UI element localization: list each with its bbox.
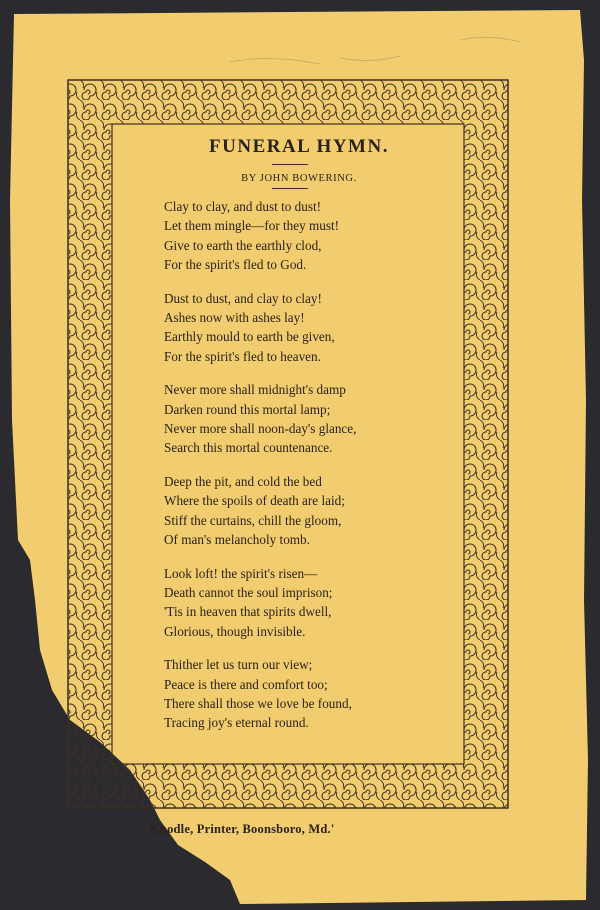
stanza-1 — [164, 197, 460, 275]
verse-line: Never more shall noon-day's glance, — [164, 421, 357, 437]
verse-line: Give to earth the earthly clod, — [164, 237, 322, 253]
verse-line: There shall those we love be found, — [164, 695, 352, 711]
verse-line: Search this mortal countenance. — [164, 440, 333, 456]
verse-line: 'Tis in heaven that spirits dwell, — [164, 604, 332, 620]
verse-line: Glorious, though invisible. — [164, 623, 306, 639]
hymn-title: FUNERAL HYMN. — [209, 136, 389, 157]
verse-line: For the spirit's fled to God. — [164, 257, 307, 273]
printer-imprint: Knodle, Printer, Boonsboro, Md.' — [150, 822, 335, 836]
stanza-6 — [164, 655, 460, 733]
verse-line: Of man's melancholy tomb. — [164, 532, 310, 548]
verse-line: Ashes now with ashes lay! — [164, 310, 305, 326]
verse-line: Peace is there and comfort too; — [164, 676, 328, 692]
verse-line: Let them mingle—for they must! — [164, 218, 340, 234]
verse-line: Tracing joy's eternal round. — [164, 715, 309, 731]
byline-rule — [272, 188, 308, 189]
verse-line: Where the spoils of death are laid; — [164, 493, 345, 509]
title-rule — [272, 164, 308, 165]
verse-line: Stiff the curtains, chill the gloom, — [164, 512, 342, 528]
stanza-4 — [164, 472, 460, 550]
verse-line: Never more shall midnight's damp — [164, 382, 346, 398]
verse-line: Earthly mould to earth be given, — [164, 329, 335, 345]
verse-line: Look loft! the spirit's risen— — [164, 565, 318, 581]
verse-line: Deep the pit, and cold the bed — [164, 473, 322, 489]
stanza-5 — [164, 564, 460, 642]
verse-line: For the spirit's fled to heaven. — [164, 348, 321, 364]
hymn-content — [120, 136, 460, 747]
verse-line: Thither let us turn our view; — [164, 657, 313, 673]
verse-line: Darken round this mortal lamp; — [164, 401, 331, 417]
stanza-2 — [164, 289, 460, 367]
verse-line: Clay to clay, and dust to dust! — [164, 199, 322, 214]
stanza-3 — [164, 380, 460, 458]
verse-line: Death cannot the soul imprison; — [164, 584, 333, 600]
hymn-byline: BY JOHN BOWERING. — [241, 173, 357, 184]
verse-line: Dust to dust, and clay to clay! — [164, 290, 322, 306]
